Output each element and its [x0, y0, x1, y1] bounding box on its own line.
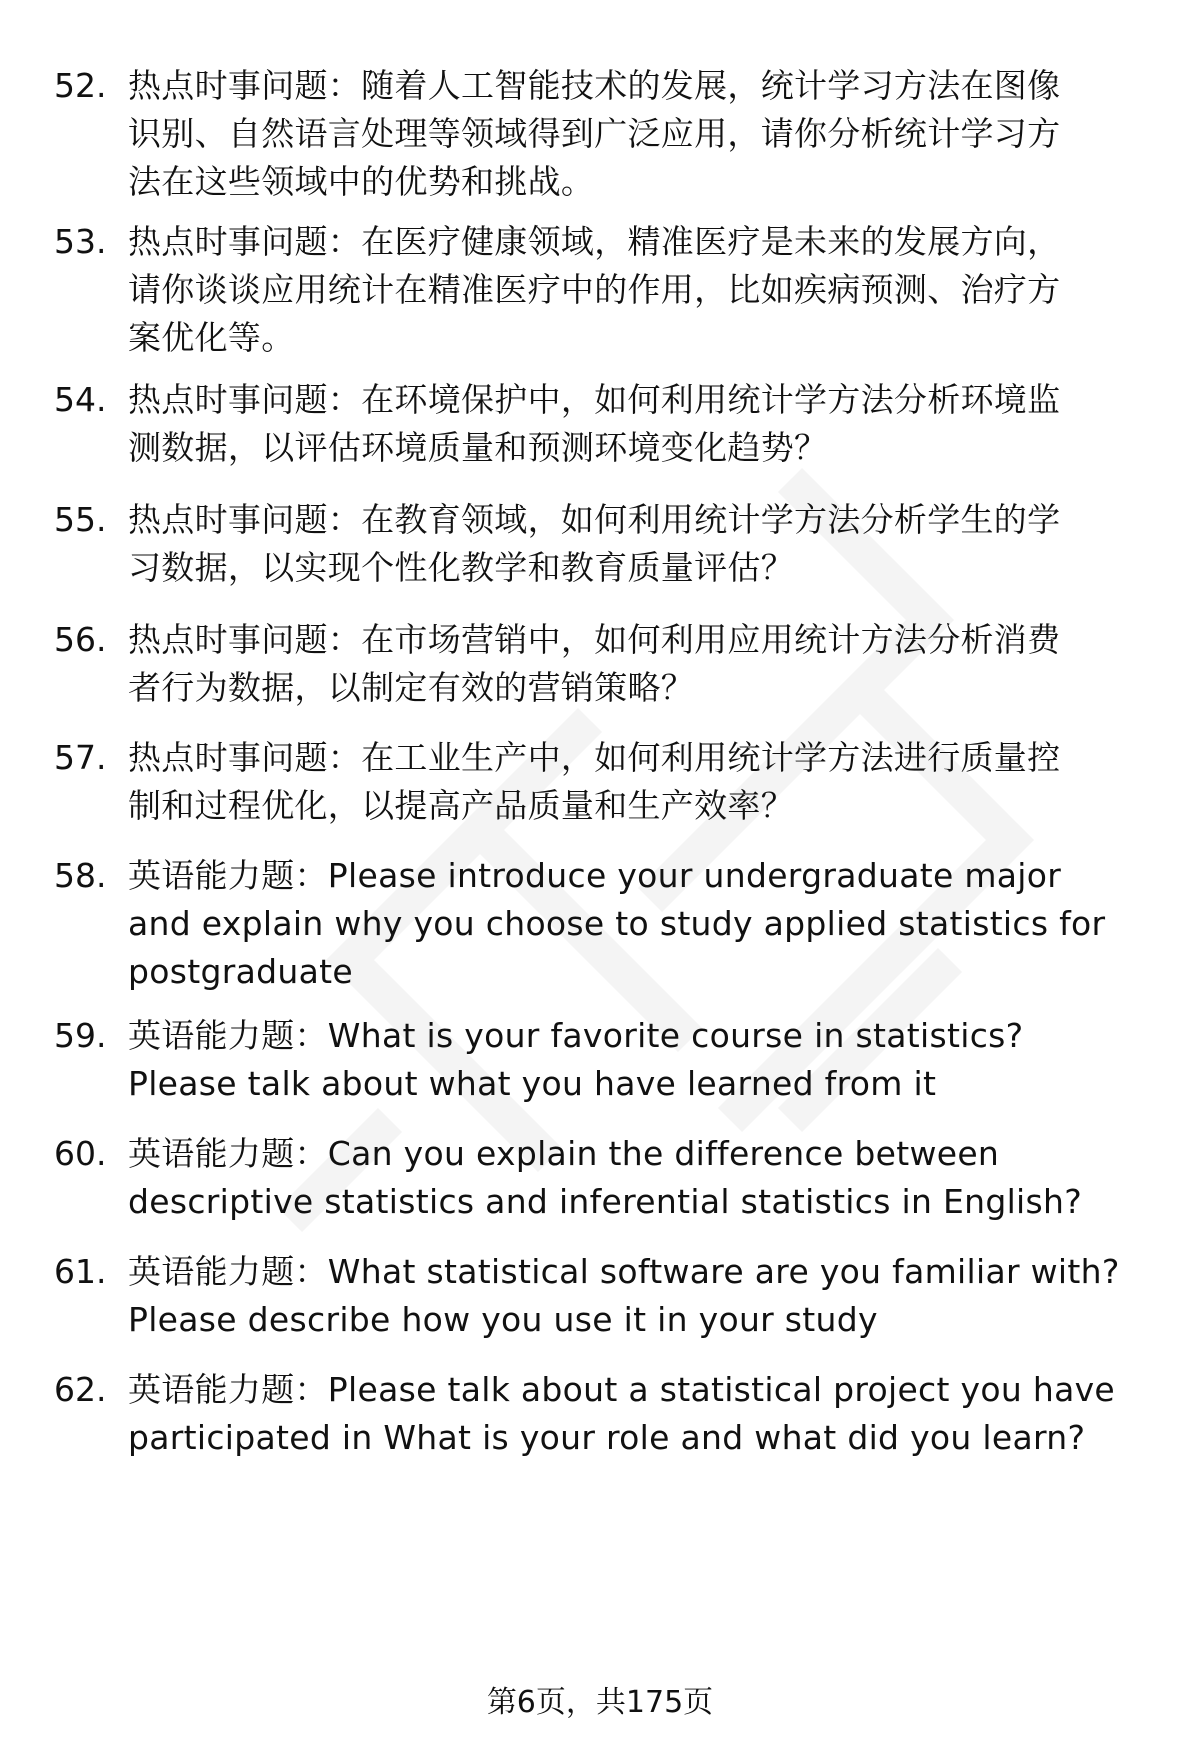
question-number: 55.	[54, 500, 107, 539]
question-line: 热点时事问题：在教育领域，如何利用统计学方法分析学生的学	[128, 500, 1061, 539]
question-text	[128, 496, 1153, 592]
question-line: 热点时事问题：随着人工智能技术的发展，统计学习方法在图像	[128, 66, 1061, 105]
question-line: participated in What is your role and what did you learn?	[128, 1418, 1086, 1457]
question-text	[128, 1130, 1153, 1226]
page-footer: 第6页，共175页	[486, 1685, 714, 1720]
question-text	[128, 62, 1153, 206]
question-number: 53.	[54, 222, 107, 261]
question-text	[128, 1012, 1153, 1108]
question-line: 测数据，以评估环境质量和预测环境变化趋势？	[128, 428, 828, 467]
question-line: 请你谈谈应用统计在精准医疗中的作用，比如疾病预测、治疗方	[128, 270, 1061, 309]
question-line: 习数据，以实现个性化教学和教育质量评估？	[128, 548, 794, 587]
question-line: 热点时事问题：在医疗健康领域，精准医疗是未来的发展方向，	[128, 222, 1061, 261]
question-line: 英语能力题：Please introduce your undergraduate major	[128, 856, 1062, 895]
question-line: 英语能力题：What is your favorite course in statistics?	[128, 1016, 1024, 1055]
question-line: and explain why you choose to study applied statistics for	[128, 904, 1106, 943]
question-line: Please describe how you use it in your study	[128, 1300, 878, 1339]
question-text	[128, 852, 1153, 996]
question-line: 热点时事问题：在市场营销中，如何利用应用统计方法分析消费	[128, 620, 1061, 659]
question-line: 者行为数据，以制定有效的营销策略？	[128, 668, 695, 707]
question-line: descriptive statistics and inferential statistics in English?	[128, 1182, 1083, 1221]
question-line: 英语能力题：What statistical software are you familiar with?	[128, 1252, 1120, 1291]
question-text	[128, 616, 1153, 712]
question-line: 英语能力题：Can you explain the difference between	[128, 1134, 1000, 1173]
question-number: 57.	[54, 738, 107, 777]
question-text	[128, 1248, 1153, 1344]
question-line: 英语能力题：Please talk about a statistical project you have	[128, 1370, 1116, 1409]
question-line: 热点时事问题：在环境保护中，如何利用统计学方法分析环境监	[128, 380, 1061, 419]
question-number: 60.	[54, 1134, 107, 1173]
question-text	[128, 734, 1153, 830]
question-number: 58.	[54, 856, 107, 895]
question-number: 59.	[54, 1016, 107, 1055]
question-text	[128, 376, 1153, 472]
question-line: postgraduate	[128, 952, 353, 991]
question-number: 62.	[54, 1370, 107, 1409]
question-line: 案优化等。	[128, 318, 295, 357]
question-line: 热点时事问题：在工业生产中，如何利用统计学方法进行质量控	[128, 738, 1061, 777]
question-number: 54.	[54, 380, 107, 419]
question-line: 法在这些领域中的优势和挑战。	[128, 162, 595, 201]
question-number: 61.	[54, 1252, 107, 1291]
question-text	[128, 218, 1153, 362]
question-text	[128, 1366, 1153, 1462]
question-line: Please talk about what you have learned from it	[128, 1064, 937, 1103]
question-line: 识别、自然语言处理等领域得到广泛应用，请你分析统计学习方	[128, 114, 1061, 153]
question-line: 制和过程优化，以提高产品质量和生产效率？	[128, 786, 794, 825]
question-number: 52.	[54, 66, 107, 105]
question-number: 56.	[54, 620, 107, 659]
